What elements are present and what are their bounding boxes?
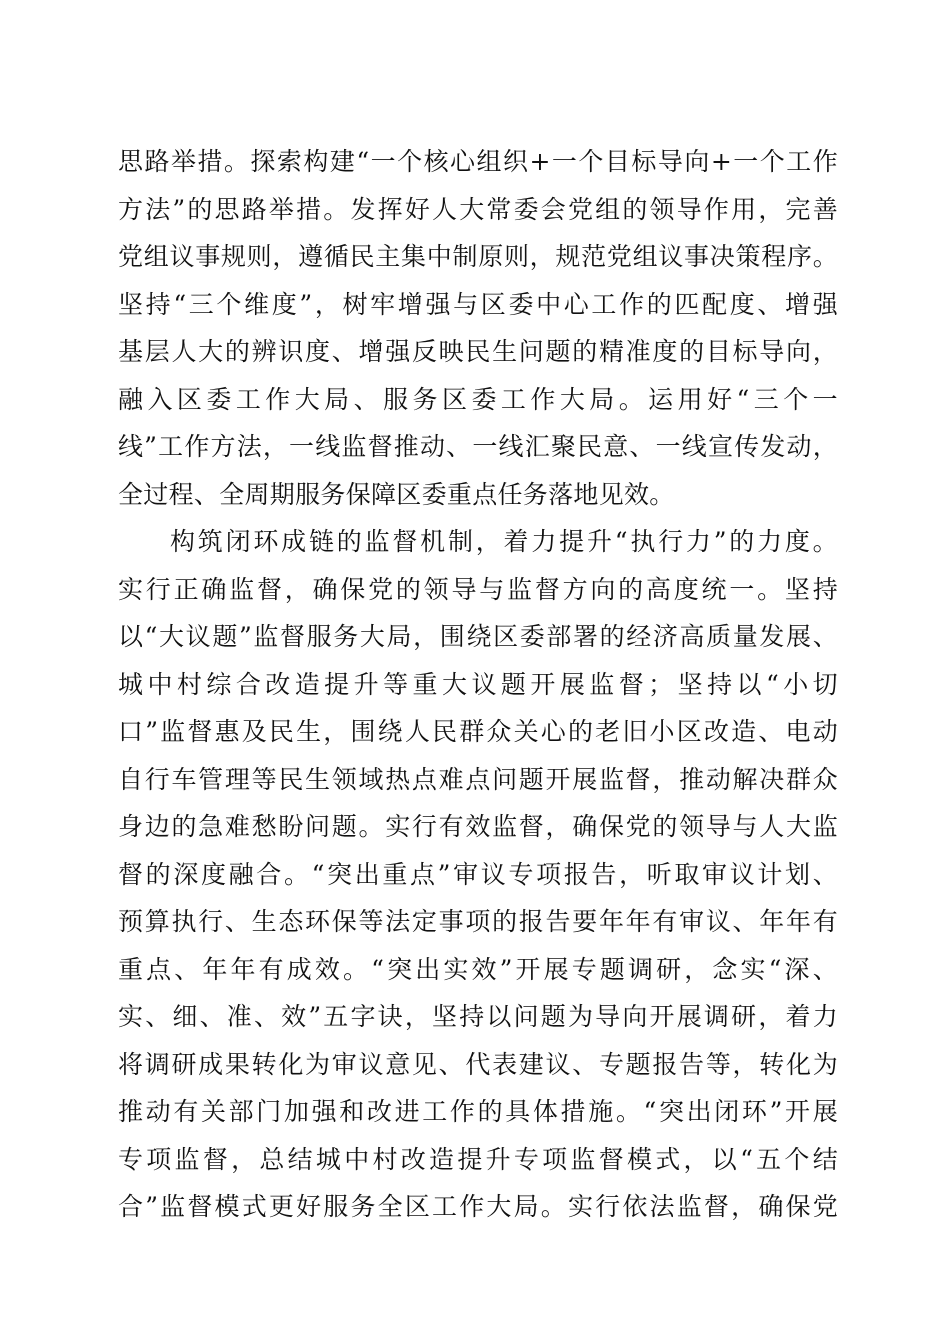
text-line: 融入区委工作大局、服务区委工作大局。运用好“三个一	[118, 384, 838, 414]
text-line: 党组议事规则，遵循民主集中制原则，规范党组议事决策程序。	[118, 242, 838, 271]
text-line: 合”监督模式更好服务全区工作大局。实行依法监督，确保党	[118, 1192, 838, 1221]
body-text	[118, 138, 838, 1231]
text-line: 口”监督惠及民生，围绕人民群众关心的老旧小区改造、电动	[118, 717, 838, 746]
text-line: 城中村综合改造提升等重大议题开展监督；坚持以“小切	[118, 669, 838, 699]
text-line: 实行正确监督，确保党的领导与监督方向的高度统一。坚持	[118, 574, 838, 604]
text-line: 线”工作方法，一线监督推动、一线汇聚民意、一线宣传发动，	[118, 432, 838, 461]
text-line: 实、细、准、效”五字诀，坚持以问题为导向开展调研，着力	[118, 1002, 838, 1031]
text-line: 督的深度融合。“突出重点”审议专项报告，听取审议计划、	[118, 859, 838, 889]
paragraph-heading-line: 构筑闭环成链的监督机制，着力提升“执行力”的力度。	[170, 527, 838, 556]
text-line: 思路举措。探索构建“一个核心组织+一个目标导向+一个工作	[118, 147, 838, 176]
text-line: 以“大议题”监督服务大局，围绕区委部署的经济高质量发展、	[118, 622, 838, 651]
text-line: 专项监督，总结城中村改造提升专项监督模式，以“五个结	[118, 1144, 838, 1174]
text-line: 全过程、全周期服务保障区委重点任务落地见效。	[118, 479, 675, 509]
text-line: 重点、年年有成效。“突出实效”开展专题调研，念实“深、	[118, 954, 838, 984]
text-line: 自行车管理等民生领域热点难点问题开展监督，推动解决群众	[118, 764, 838, 794]
text-line: 将调研成果转化为审议意见、代表建议、专题报告等，转化为	[118, 1049, 838, 1079]
text-line: 预算执行、生态环保等法定事项的报告要年年有审议、年年有	[118, 907, 838, 936]
text-line: 基层人大的辨识度、增强反映民生问题的精准度的目标导向，	[118, 337, 838, 366]
text-line: 方法”的思路举措。发挥好人大常委会党组的领导作用，完善	[118, 194, 838, 224]
text-line: 推动有关部门加强和改进工作的具体措施。“突出闭环”开展	[118, 1097, 838, 1126]
text-line: 坚持“三个维度”，树牢增强与区委中心工作的匹配度、增强	[118, 289, 838, 319]
text-line: 身边的急难愁盼问题。实行有效监督，确保党的领导与人大监	[118, 812, 838, 841]
